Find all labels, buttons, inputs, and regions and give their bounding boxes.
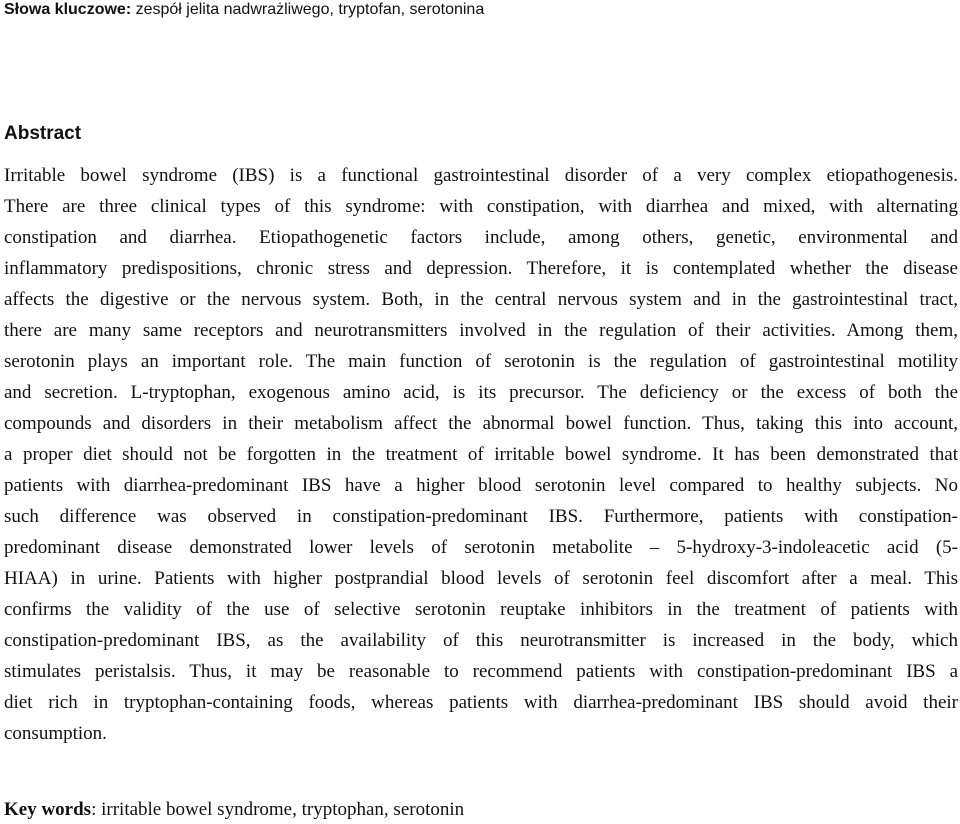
abstract-line: compounds and disorders in their metabolism affect the abnormal bowel function. Thus, taking this into account,	[4, 413, 958, 434]
abstract-line: Irritable bowel syndrome (IBS) is a functional gastrointestinal disorder of a very complex etiopathogenesis.	[4, 165, 958, 186]
abstract-heading: Abstract	[4, 123, 82, 144]
document-page	[4, 0, 958, 824]
english-keywords-label: Key words	[4, 799, 92, 820]
abstract-line: a proper diet should not be forgotten in the treatment of irritable bowel syndrome. It has been demonstrated that	[4, 444, 958, 465]
abstract-line: HIAA) in urine. Patients with higher postprandial blood levels of serotonin feel discomfort after a meal. This	[4, 568, 958, 589]
abstract-line: there are many same receptors and neurotransmitters involved in the regulation of their activities. Among them,	[4, 320, 958, 341]
polish-keywords	[4, 0, 484, 20]
abstract-line: such difference was observed in constipation-predominant IBS. Furthermore, patients with constipation-	[4, 506, 958, 527]
abstract-line: and secretion. L-tryptophan, exogenous amino acid, is its precursor. The deficiency or the excess of both the	[4, 382, 958, 403]
abstract-line: inflammatory predispositions, chronic stress and depression. Therefore, it is contemplated whether the disease	[4, 258, 958, 279]
abstract-line: There are three clinical types of this syndrome: with constipation, with diarrhea and mixed, with alternating	[4, 196, 958, 217]
english-keywords-value: : irritable bowel syndrome, tryptophan, serotonin	[91, 799, 465, 820]
polish-keywords-value: zespół jelita nadwrażliwego, tryptofan, serotonina	[131, 1, 485, 18]
abstract-line: predominant disease demonstrated lower levels of serotonin metabolite – 5-hydroxy-3-indoleacetic acid (5-	[4, 537, 958, 558]
polish-keywords-label: Słowa kluczowe:	[4, 1, 132, 18]
abstract-line: constipation and diarrhea. Etiopathogenetic factors include, among others, genetic, environmental and	[4, 227, 958, 248]
abstract-line: constipation-predominant IBS, as the availability of this neurotransmitter is increased in the body, which	[4, 630, 958, 651]
english-keywords	[4, 798, 464, 822]
abstract-line: diet rich in tryptophan-containing foods, whereas patients with diarrhea-predominant IBS should avoid their	[4, 692, 958, 713]
abstract-line: affects the digestive or the nervous system. Both, in the central nervous system and in the gastrointestinal tract,	[4, 289, 958, 310]
abstract-line: consumption.	[4, 723, 107, 744]
abstract-line: stimulates peristalsis. Thus, it may be reasonable to recommend patients with constipation-predominant IBS a	[4, 661, 958, 682]
abstract-line: serotonin plays an important role. The main function of serotonin is the regulation of gastrointestinal motility	[4, 351, 958, 372]
abstract-line: patients with diarrhea-predominant IBS have a higher blood serotonin level compared to healthy subjects. No	[4, 475, 958, 496]
abstract-body	[4, 160, 958, 749]
abstract-line: confirms the validity of the use of selective serotonin reuptake inhibitors in the treatment of patients with	[4, 599, 958, 620]
